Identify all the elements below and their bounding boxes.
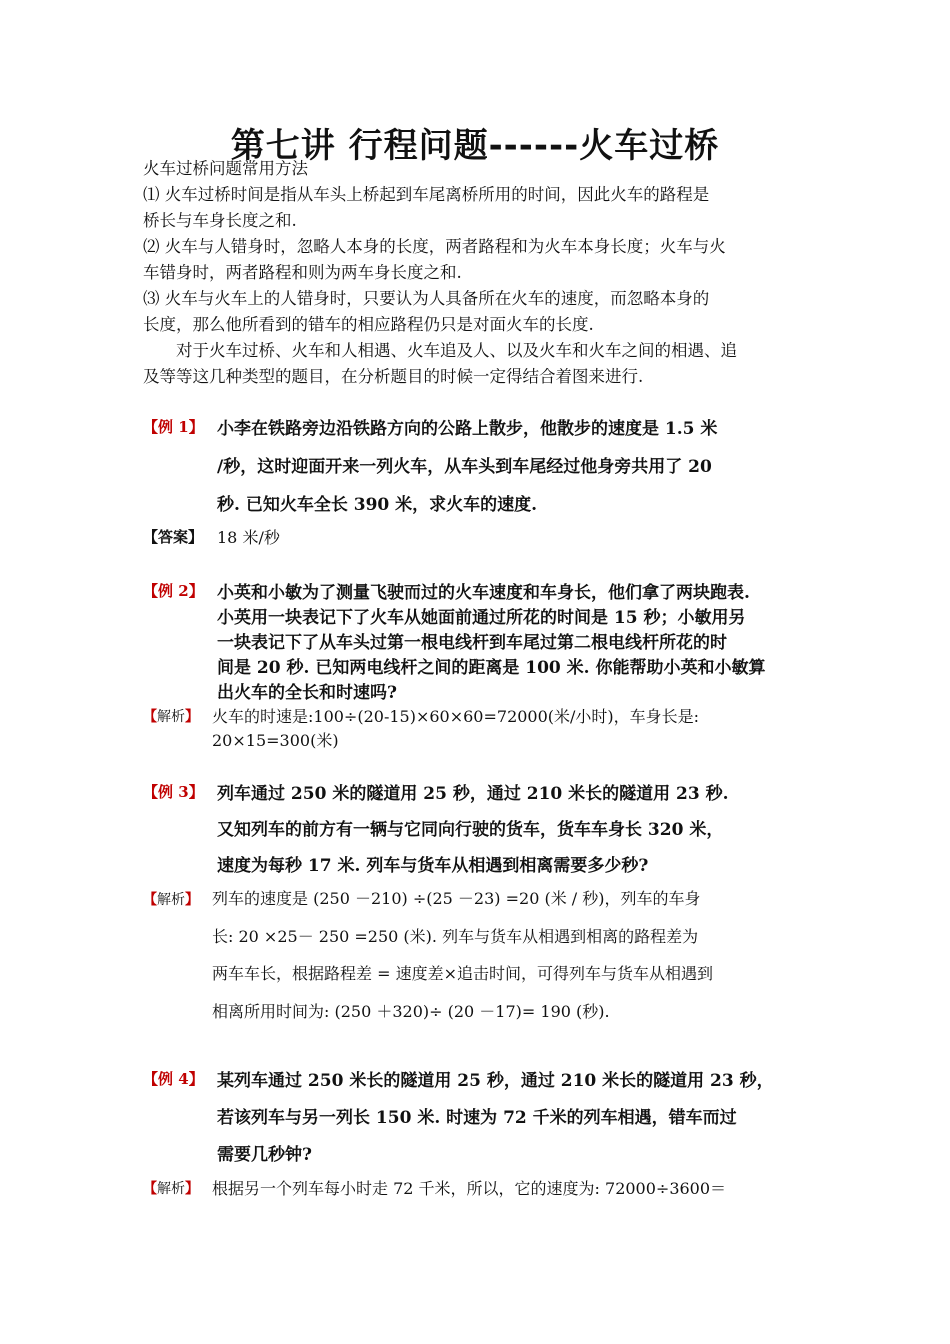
answer-line: 根据另一个列车每小时走 72 千米，所以，它的速度为: 72000÷3600＝: [212, 1179, 727, 1198]
answer-label: 【解析】: [143, 1181, 199, 1197]
answer-line: 两车车长，根据路程差 = 速度差×追击时间，可得列车与货车从相遇到: [212, 964, 713, 983]
answer-line: 火车的时速是:100÷(20-15)×60×60=72000(米/小时)，车身长是:: [212, 707, 700, 726]
answer-line: 18 米/秒: [217, 528, 280, 547]
question-line: /秒，这时迎面开来一列火车，从车头到车尾经过他身旁共用了 20: [217, 457, 712, 477]
answer-label: 【解析】: [143, 892, 199, 908]
intro-line: 及等等这几种类型的题目，在分析题目的时候一定得结合着图来进行.: [143, 367, 644, 386]
question-line: 小李在铁路旁边沿铁路方向的公路上散步，他散步的速度是 1.5 米: [217, 419, 718, 439]
question-line: 需要几秒钟?: [217, 1145, 312, 1165]
answer-label: 【答案】: [143, 528, 204, 546]
answer-line: 长: 20 ×25－ 250 =250 (米). 列车与货车从相遇到相离的路程差为: [212, 927, 699, 946]
intro-section: [143, 156, 823, 390]
answer-line: 20×15=300(米): [212, 731, 339, 750]
intro-line: ⑵ 火车与人错身时，忽略人本身的长度，两者路程和为火车本身长度；火车与火: [143, 237, 726, 256]
question-line: 某列车通过 250 米长的隧道用 25 秒，通过 210 米长的隧道用 23 秒，: [217, 1071, 774, 1091]
intro-line: 对于火车过桥、火车和人相遇、火车追及人、以及火车和火车之间的相遇、追: [176, 341, 737, 360]
intro-line: 桥长与车身长度之和.: [143, 211, 297, 230]
question-line: 出火车的全长和时速吗?: [217, 683, 397, 703]
answer-label: 【解析】: [143, 709, 199, 725]
question-line: 又知列车的前方有一辆与它同向行驶的货车，货车车身长 320 米，: [217, 820, 724, 840]
intro-line: ⑴ 火车过桥时间是指从车头上桥起到车尾离桥所用的时间，因此火车的路程是: [143, 185, 710, 204]
question-line: 小英和小敏为了测量飞驶而过的火车速度和车身长，他们拿了两块跑表.: [217, 583, 750, 603]
intro-line: 长度，那么他所看到的错车的相应路程仍只是对面火车的长度.: [143, 315, 594, 334]
question-line: 间是 20 秒. 已知两电线杆之间的距离是 100 米. 你能帮助小英和小敏算: [217, 658, 766, 678]
question-line: 小英用一块表记下了火车从她面前通过所花的时间是 15 秒；小敏用另: [217, 608, 746, 628]
intro-heading: 火车过桥问题常用方法: [143, 159, 308, 178]
question-line: 列车通过 250 米的隧道用 25 秒，通过 210 米长的隧道用 23 秒.: [217, 784, 729, 804]
page-title: 第七讲 行程问题------火车过桥: [230, 126, 720, 166]
example-label: 【例 1】: [143, 418, 204, 436]
answer-line: 相离所用时间为: (250 ＋320)÷ (20 －17)= 190 (秒).: [212, 1002, 610, 1021]
question-line: 一块表记下了从车头过第一根电线杆到车尾过第二根电线杆所花的时: [217, 633, 727, 653]
question-line: 速度为每秒 17 米. 列车与货车从相遇到相离需要多少秒?: [217, 856, 649, 876]
example-label: 【例 4】: [143, 1070, 204, 1088]
example-label: 【例 3】: [143, 783, 204, 801]
question-line: 秒. 已知火车全长 390 米，求火车的速度.: [217, 495, 538, 515]
intro-line: 车错身时，两者路程和则为两车身长度之和.: [143, 263, 462, 282]
intro-line: ⑶ 火车与火车上的人错身时，只要认为人具备所在火车的速度，而忽略本身的: [143, 289, 710, 308]
answer-line: 列车的速度是 (250 －210) ÷(25 －23) =20 (米 / 秒)，列车的车身: [212, 889, 701, 908]
question-line: 若该列车与另一列长 150 米. 时速为 72 千米的列车相遇，错车而过: [217, 1108, 737, 1128]
example-label: 【例 2】: [143, 582, 204, 600]
